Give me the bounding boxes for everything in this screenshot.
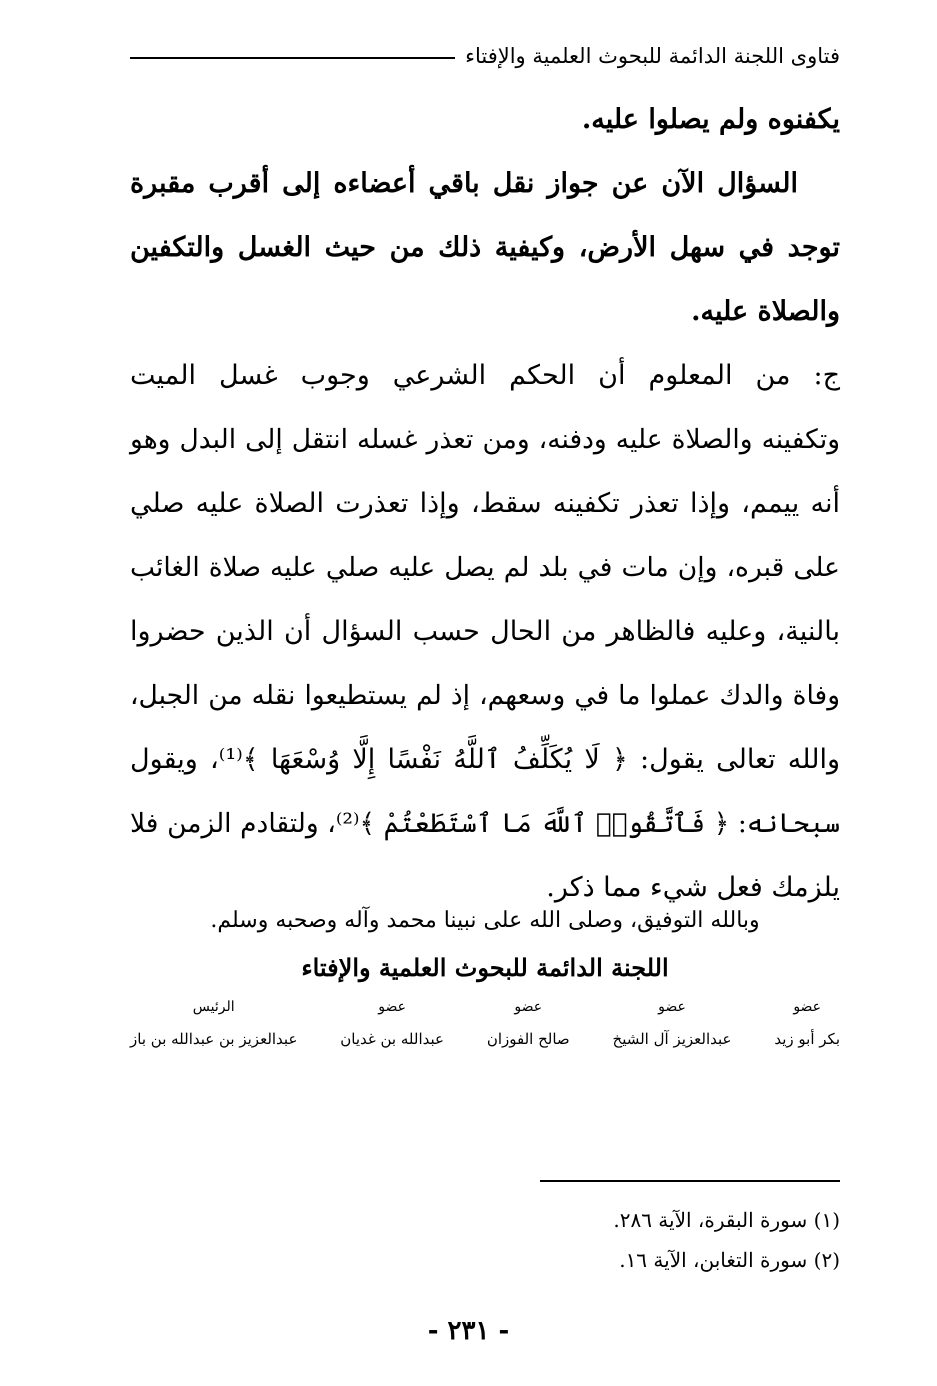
body-line: والصلاة عليه. xyxy=(691,296,840,327)
member-role: عضو xyxy=(658,999,686,1015)
header-rule xyxy=(130,57,455,59)
body-line: وفاة والدك عملوا ما في وسعهم، إذ لم يستطيعوا نقله من الجبل، xyxy=(130,680,840,711)
member xyxy=(130,995,297,1059)
body-line: على قبره، وإن مات في بلد لم يصل عليه صلي عليه صلاة الغائب xyxy=(130,552,840,583)
body-line: توجد في سهل الأرض، وكيفية ذلك من حيث الغسل والتكفين xyxy=(130,232,840,263)
member xyxy=(613,995,732,1059)
footnote: (٢) سورة التغابن، الآية ١٦. xyxy=(619,1248,840,1272)
body-line: يلزمك فعل شيء مما ذكر. xyxy=(546,872,840,903)
body-line: ج: من المعلوم أن الحكم الشرعي وجوب غسل الميت xyxy=(130,360,840,391)
member-role: عضو xyxy=(378,999,406,1015)
member xyxy=(487,995,570,1059)
member-name: عبدالعزيز بن عبدالله بن باز xyxy=(130,1030,298,1048)
answer-text xyxy=(130,344,840,920)
member xyxy=(340,995,444,1059)
footnote-separator xyxy=(540,1180,840,1182)
quran-verse-line: والله تعالى يقول: ﴿ لَا يُكَلِّفُ ٱللَّهُ نَفْسًا إِلَّا وُسْعَهَا ﴾⁽¹⁾، ويقول xyxy=(130,744,840,775)
page-number: - ٢٣١ - xyxy=(427,1316,510,1346)
closing-prayer: وبالله التوفيق، وصلى الله على نبينا محمد وآله وصحبه وسلم. xyxy=(210,908,760,933)
body-line: أنه ييمم، وإذا تعذر تكفينه سقط، وإذا تعذرت الصلاة عليه صلي xyxy=(130,488,840,519)
member-name: صالح الفوزان xyxy=(486,1030,570,1048)
member xyxy=(774,995,840,1059)
body-line: وتكفينه والصلاة عليه ودفنه، ومن تعذر غسله انتقل إلى البدل وهو xyxy=(130,424,840,455)
member-role: عضو xyxy=(793,999,822,1015)
running-header xyxy=(130,38,840,74)
member-role: عضو xyxy=(514,999,543,1015)
body-line: بالنية، وعليه فالظاهر من الحال حسب السؤال أن الذين حضروا xyxy=(130,616,840,647)
footnote: (١) سورة البقرة، الآية ٢٨٦. xyxy=(613,1208,840,1232)
question-text xyxy=(130,88,840,344)
footnotes xyxy=(613,1200,840,1280)
member-name: عبدالعزيز آل الشيخ xyxy=(612,1030,732,1048)
signatories xyxy=(130,995,840,1059)
committee-title: اللجنة الدائمة للبحوث العلمية والإفتاء xyxy=(301,953,669,982)
body-line: السؤال الآن عن جواز نقل باقي أعضاءه إلى أقرب مقبرة xyxy=(130,168,798,199)
quran-verse-line: سبحانه: ﴿ فَٱتَّقُوا۟ ٱللَّهَ مَا ٱسْتَطَعْتُمْ ﴾⁽²⁾، ولتقادم الزمن فلا xyxy=(130,808,841,839)
member-role: الرئيس xyxy=(192,999,235,1015)
header-title: فتاوى اللجنة الدائمة للبحوث العلمية والإفتاء xyxy=(465,44,840,68)
member-name: عبدالله بن غديان xyxy=(340,1030,444,1048)
body-line: يكفنوه ولم يصلوا عليه. xyxy=(581,104,840,135)
member-name: بكر أبو زيد xyxy=(774,1030,840,1048)
